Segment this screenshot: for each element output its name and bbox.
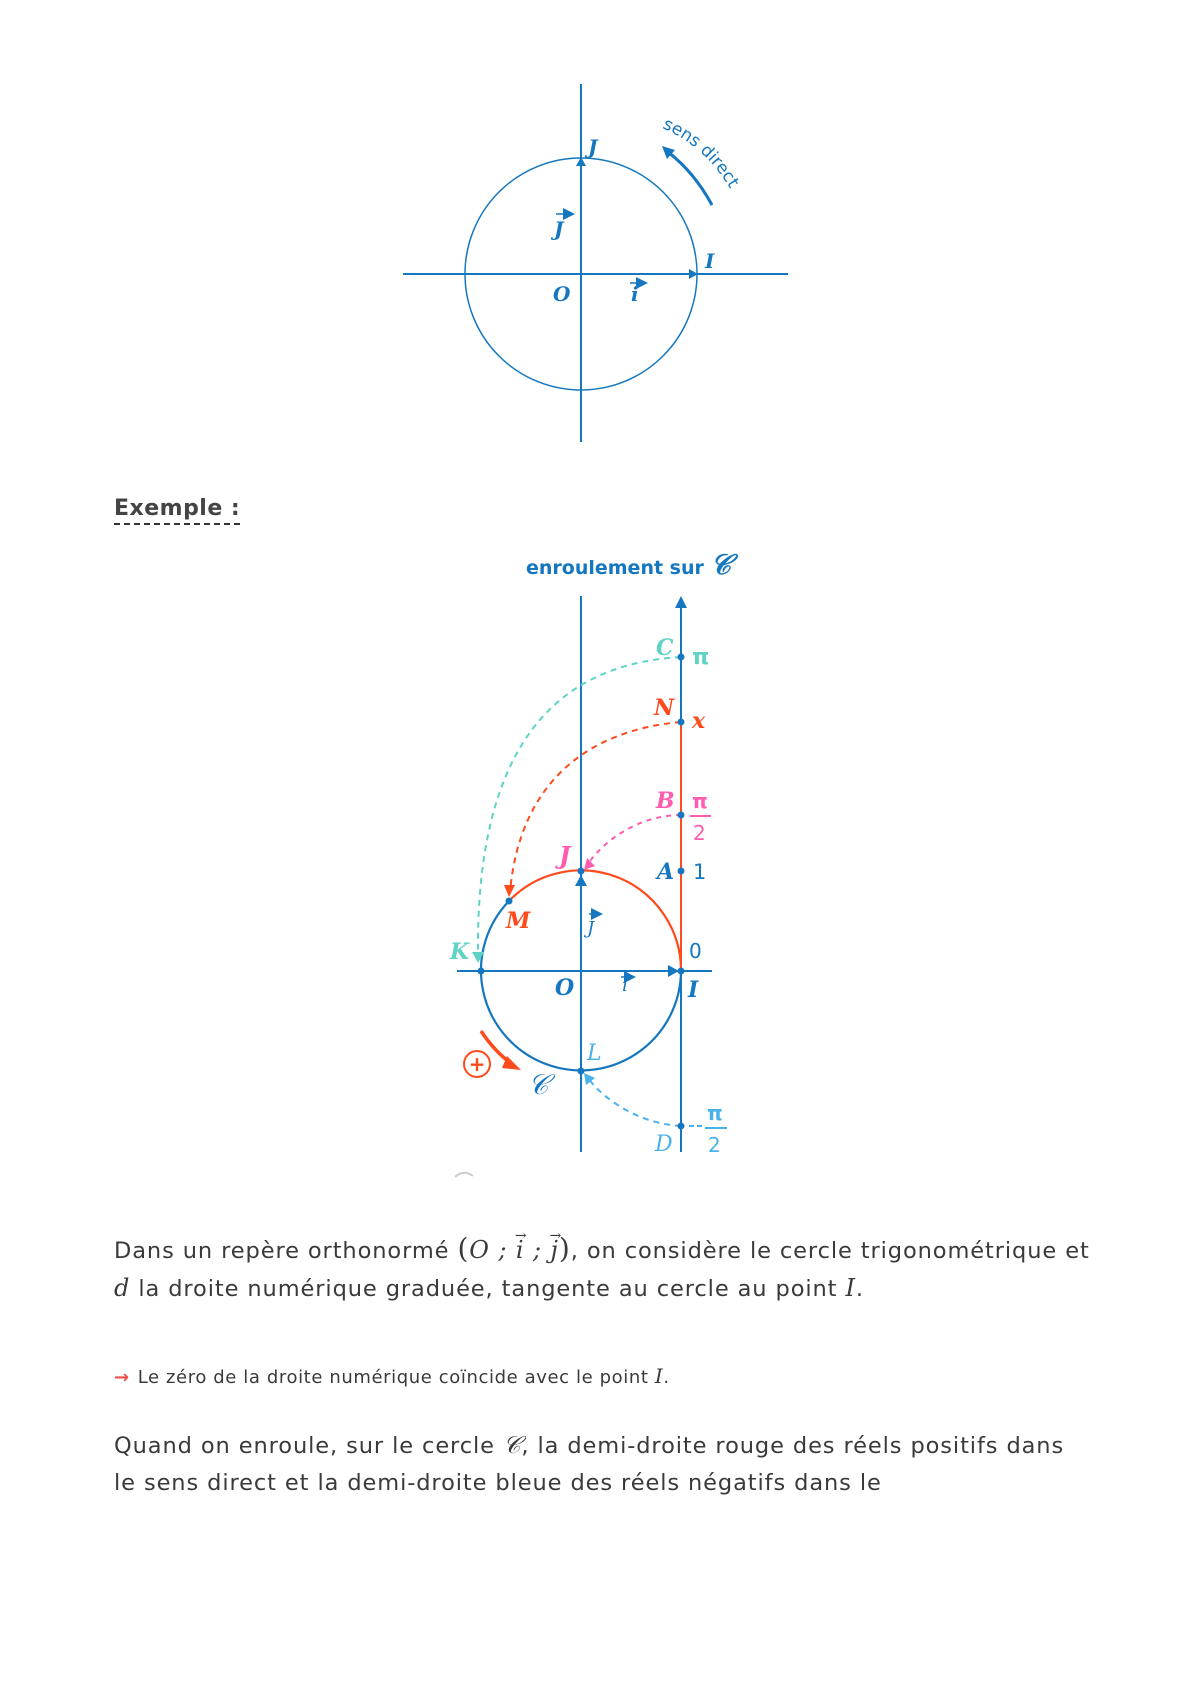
label-B: B	[656, 788, 675, 814]
math-sep: ;	[489, 1236, 516, 1264]
example-heading: Exemple :	[114, 496, 240, 525]
point-M	[506, 898, 513, 905]
label-A: A	[657, 859, 675, 885]
label-C: C	[656, 635, 674, 661]
label-O: O	[555, 975, 575, 1001]
math-vec-j: → j	[551, 1232, 559, 1269]
math-sep: ;	[524, 1236, 551, 1264]
label-vec-i: i	[631, 282, 639, 306]
label-vec-j: J	[587, 918, 595, 939]
label-I: I	[705, 249, 715, 273]
value-minus-pi-over-2-num: π	[707, 1101, 723, 1125]
point-K	[478, 968, 485, 975]
winding-arrowhead-J	[584, 858, 595, 870]
winding-curve-B-to-J	[588, 815, 681, 864]
text: .	[855, 1276, 864, 1302]
label-M: M	[506, 908, 531, 934]
label-vec-i: i	[622, 975, 628, 996]
note-end: .	[663, 1367, 670, 1388]
math-I: I	[654, 1364, 664, 1388]
partial-grey-arc	[455, 1173, 473, 1177]
label-N: N	[654, 695, 675, 721]
j-arrowhead	[575, 875, 587, 886]
point-I	[678, 968, 685, 975]
paragraph-repere	[114, 1230, 1094, 1308]
label-K: K	[450, 939, 470, 965]
circle-arc-red	[509, 870, 681, 971]
number-line-arrowhead	[675, 596, 687, 608]
value-pi-over-2-num: π	[692, 789, 708, 813]
point-B	[678, 812, 685, 819]
value-0: 0	[689, 939, 702, 963]
math-O: O	[469, 1236, 490, 1264]
math-d: d	[114, 1274, 131, 1302]
note-text: Le zéro de la droite numérique coïncide avec le point	[137, 1367, 655, 1388]
winding-curve-D-to-L	[588, 1078, 681, 1126]
text: la droite numérique graduée, tangente au cercle au point	[130, 1276, 846, 1302]
point-J	[578, 868, 585, 875]
sens-direct-label: sens direct	[659, 114, 743, 192]
label-O: O	[553, 282, 571, 306]
value-x: x	[692, 708, 706, 734]
text: Quand on enroule, sur le cercle	[114, 1433, 503, 1459]
text: , on considère le cercle trigonométrique et	[570, 1238, 1090, 1264]
math-circle-C: 𝒞	[502, 1431, 522, 1459]
value-pi: π	[692, 645, 710, 670]
math-I: I	[845, 1274, 856, 1302]
label-vec-j: J	[554, 217, 564, 241]
point-D	[678, 1123, 685, 1130]
note-zero	[114, 1364, 670, 1388]
value-minus-pi-over-2-den: 2	[708, 1133, 721, 1157]
label-J: J	[588, 135, 598, 159]
arrow-right-icon: →	[114, 1367, 130, 1388]
point-N	[678, 719, 685, 726]
label-I: I	[688, 977, 699, 1003]
paragraph-enroulement	[114, 1427, 1094, 1502]
circle-label: 𝒞	[528, 1068, 549, 1101]
math-paren: (	[457, 1232, 470, 1265]
winding-title: enroulement sur 𝒞	[526, 548, 731, 581]
text: Dans un repère orthonormé	[114, 1238, 458, 1264]
math-vec-i: → i	[516, 1232, 525, 1269]
point-A	[678, 868, 685, 875]
i-arrowhead	[668, 965, 679, 977]
label-J: J	[559, 841, 571, 870]
point-L	[578, 1068, 585, 1075]
winding-arrowhead-M	[504, 885, 515, 897]
plus-sign: +	[468, 1052, 486, 1076]
value-1: 1	[693, 860, 707, 884]
text: , la demi-droite rouge des réels positifs dans le sens direct et la demi-droite bleue des réels négatifs dans le	[114, 1433, 1065, 1496]
point-C	[678, 654, 685, 661]
label-D: D	[655, 1132, 673, 1157]
math-paren: )	[558, 1232, 571, 1265]
label-L: L	[587, 1041, 602, 1066]
value-pi-over-2-den: 2	[693, 821, 706, 845]
